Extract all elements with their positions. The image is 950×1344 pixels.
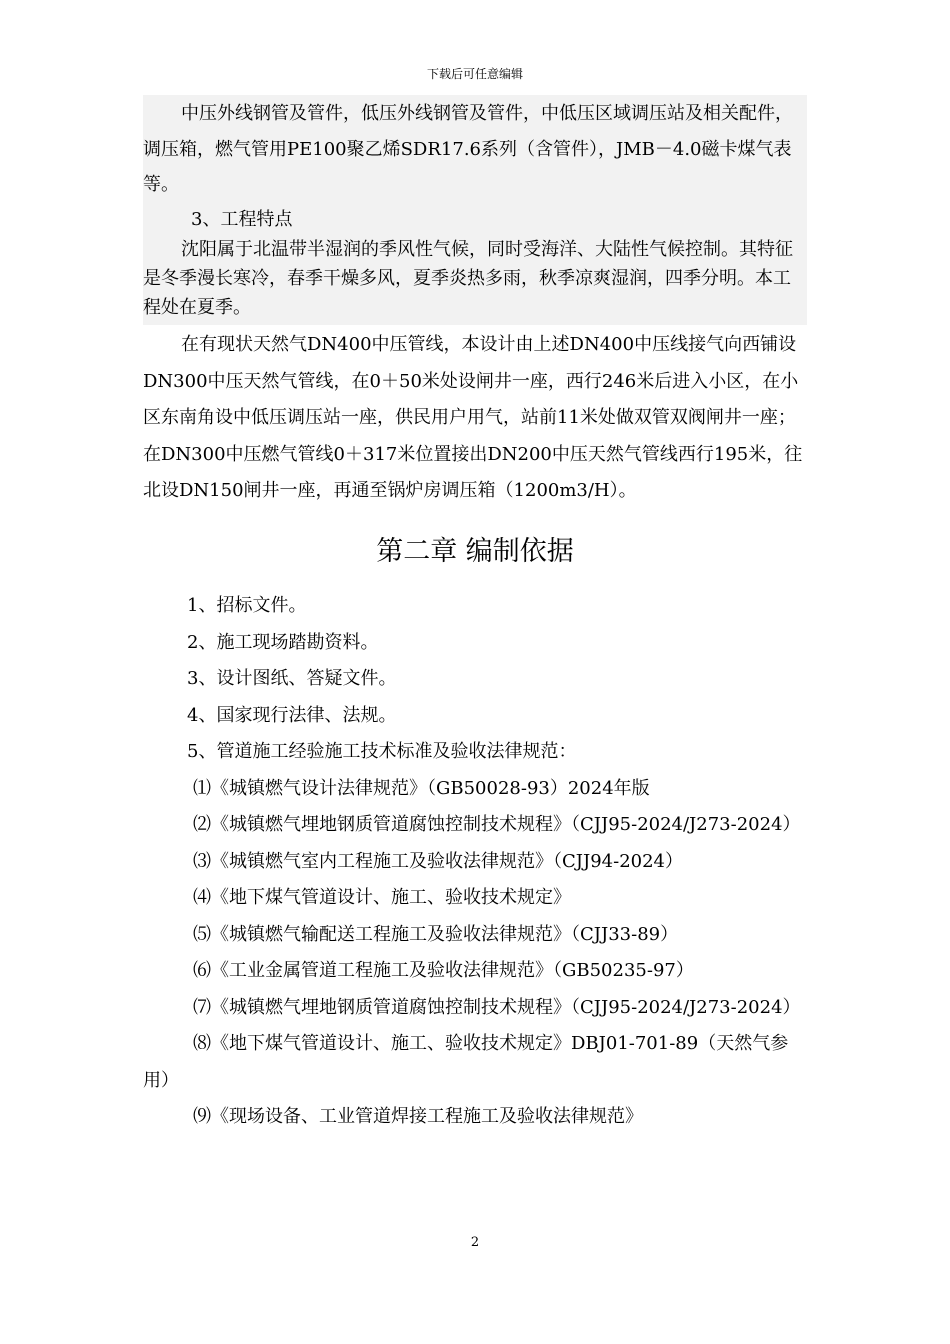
standard-item: ⑺《城镇燃气埋地钢质管道腐蚀控制技术规程》（CJJ95-2024/J273-2024） bbox=[193, 996, 801, 1018]
basis-item: 2、施工现场踏勘资料。 bbox=[187, 631, 379, 653]
standard-item: ⑻《地下煤气管道设计、施工、验收技术规定》DBJ01-701-89（天然气参用） bbox=[143, 1033, 789, 1091]
climate-paragraph: 沈阳属于北温带半湿润的季风性气候，同时受海洋、大陆性气候控制。其特征是冬季漫长寒冷，春季干燥多风，夏季炎热多雨，秋季凉爽湿润，四季分明。本工程处在夏季。 bbox=[143, 239, 793, 318]
standard-item: ⑷《地下煤气管道设计、施工、验收技术规定》 bbox=[193, 887, 571, 908]
climate-block bbox=[143, 235, 807, 322]
basis-item: 1、招标文件。 bbox=[187, 595, 307, 616]
section-title: 3、工程特点 bbox=[191, 208, 293, 230]
basis-list bbox=[143, 588, 807, 1136]
intro-paragraph: 中压外线钢管及管件，低压外线钢管及管件，中低压区域调压站及相关配件，调压箱，燃气管用PE100聚乙烯SDR17.6系列（含管件），JMB－4.0磁卡煤气表等。 bbox=[143, 103, 793, 195]
page-header: 下载后可任意编辑 bbox=[426, 67, 523, 81]
standard-item: ⑹《工业金属管道工程施工及验收法律规范》（GB50235-97） bbox=[193, 960, 694, 981]
pipeline-paragraph: 在有现状天然气DN400中压管线，本设计由上述DN400中压线接气向西铺设DN300中压天然气管线，在0＋50米处设闸井一座，西行246米后进入小区，在小区东南角设中低压调压站一座，供民用户用气，站前11米处做双管双阀闸井一座；在DN300中压燃气管线0＋317米位置接出DN200中压天然气管线西行195米，往北设DN150闸井一座，再通至锅炉房调压箱（1200m3/H）。 bbox=[143, 334, 803, 501]
basis-item: 4、国家现行法律、法规。 bbox=[187, 704, 397, 726]
standard-item: ⑵《城镇燃气埋地钢质管道腐蚀控制技术规程》（CJJ95-2024/J273-2024） bbox=[193, 814, 801, 835]
standard-item: ⑶《城镇燃气室内工程施工及验收法律规范》（CJJ94-2024） bbox=[193, 850, 683, 872]
intro-block bbox=[143, 96, 807, 236]
standard-item: ⑸《城镇燃气输配送工程施工及验收法律规范》（CJJ33-89） bbox=[193, 923, 679, 945]
chapter-heading: 第二章 编制依据 bbox=[376, 536, 574, 567]
page-number: 2 bbox=[470, 1235, 480, 1250]
standard-item: ⑼《现场设备、工业管道焊接工程施工及验收法律规范》 bbox=[193, 1106, 643, 1127]
pipeline-block bbox=[143, 327, 807, 510]
basis-item: 3、设计图纸、答疑文件。 bbox=[187, 668, 397, 689]
standard-item: ⑴《城镇燃气设计法律规范》（GB50028-93）2024年版 bbox=[193, 777, 650, 799]
basis-item: 5、管道施工经验施工技术标准及验收法律规范： bbox=[187, 741, 577, 762]
